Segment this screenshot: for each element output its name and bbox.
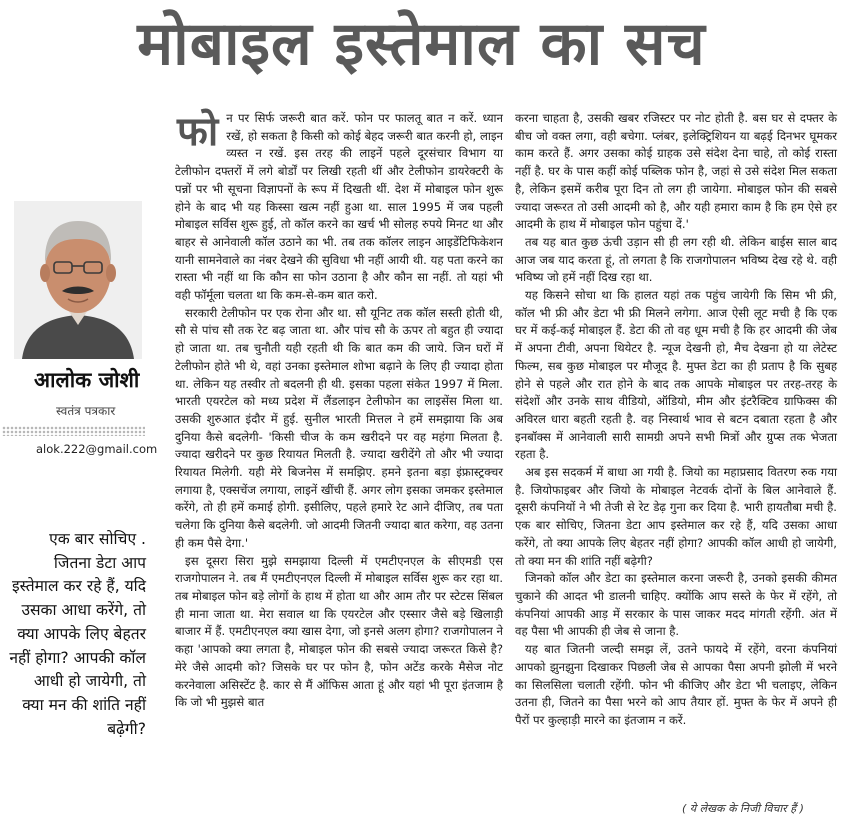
author-role: स्वतंत्र पत्रकार — [56, 404, 116, 418]
author-photo — [14, 201, 142, 359]
disclaimer-note: ( ये लेखक के निजी विचार हैं ) — [682, 802, 804, 815]
article-paragraph: सरकारी टेलीफोन पर एक रोना और था. सौ यूनिट तक कॉल सस्ती होती थी, सौ से पांच सौ तक रेट बढ़ जाता था. और पांच सौ के ऊपर तो बहुत ही ज्यादा हो जाता था. तब चुनौती यही रहती थी कि बात कम की जाये. जिन घरों में टेलीफोन होते भी थे, वहां उनका इस्तेमाल शोभा बढ़ाने के लिए ही ज्यादा होता था. लेकिन यह तस्वीर तो बदलनी ही थी. इसका पहला संकेत 1997 में मिला. भारती एयरटेल को मध्य प्रदेश में लैंडलाइन टेलीफोन का लाइसेंस मिला था. उसकी शुरुआत इंदौर में हुई. सुनील भारती मित्तल ने हमें समझाया कि अब दुनिया कैसे बदलेगी- 'किसी चीज के कम खरीदने पर वह महंगा मिलता है. ज्यादा खरीदने पर कुछ रियायत मिलती है. ज्यादा खरीदेंगे तो और भी ज्यादा रियायत मिलेगी. यही मेरे बिजनेस में समझिए. हमने इतना बड़ा इंफ्रास्ट्रक्चर लगाया है, एक्सचेंज लगाया, लाइनें खींची हैं. अगर लोग इसका जमकर इस्तेमाल करेंगे, तो ही हमें कमाई होगी. इसीलिए, पहले हमारे रेट आने दीजिए, तब पता चलेगा कि दुनिया कैसे बदलेगी. जो आदमी जितनी ज्यादा बात करेगा, वह उतना ही कम पैसे देगा.' — [175, 305, 503, 550]
article-paragraph: तब यह बात कुछ ऊंची उड़ान सी ही लग रही थी. लेकिन बाईस साल बाद आज जब याद करता हूं, तो लगता है कि राजगोपालन भविष्य देख रहे थे. वही भविष्य जो हमें नहीं दिख रहा था. — [515, 234, 837, 285]
author-portrait-icon — [14, 201, 142, 359]
drop-cap: फो — [177, 109, 219, 155]
article-column-2 — [515, 110, 837, 730]
pull-quote: एक बार सोचिए . जितना डेटा आप इस्तेमाल कर रहे हैं, यदि उसका आधा करेंगे, तो क्या आपके लिए बेहतर नहीं होगा? आपकी कॉल आधी हो जायेगी, तो क्या मन की शांति नहीं बढ़ेगी? — [9, 530, 146, 738]
author-email[interactable]: alok.222@gmail.com — [36, 442, 158, 456]
article-paragraph: इस दूसरा सिरा मुझे समझाया दिल्ली में एमटीएनएल के सीएमडी एस राजगोपालन ने. तब मैं एमटीएनएल दिल्ली में मोबाइल सर्विस शुरू कर रहा था. तब मोबाइल फोन बड़े लोगों के हाथ में होता था और आम तौर पर स्टेटस सिंबल ही माना जाता था. मेरा सवाल था कि एयरटेल और एस्सार जैसे बड़े खिलाड़ी बाजार में हैं. एमटीएनएल क्या खास देगा, जो इनसे अलग होगा? राजगोपालन ने कहा 'आपको क्या लगता है, मोबाइल फोन की सबसे ज्यादा जरूरत किसे है? मेरे जैसे आदमी को? जिसके घर पर फोन है, फोन अटेंड करके मैसेज नोट करनेवाला असिस्टेंट है. कार से मैं ऑफिस आता हूं और यहां भी पूरा इंतजाम है कि जो भी मुझसे बात — [175, 553, 503, 710]
article-paragraph: करना चाहता है, उसकी खबर रजिस्टर पर नोट होती है. बस घर से दफ्तर के बीच जो वक्त लगा, वही बचेगा. प्लंबर, इलेक्ट्रिशियन या बढ़ई दिनभर घूमकर काम करते हैं. अगर उसका कोई ग्राहक उसे संदेश देना चाहे, तो कोई रास्ता नहीं है. घर के पास कहीं कोई पब्लिक फोन है, जहां से उसे संदेश मिल सकता है, लेकिन इसमें करीब पूरा दिन तो लग ही जायेगा. मोबाइल फोन की सबसे ज्यादा जरूरत तो उसी आदमी को है, और यही हमारा काम है कि हम ऐसे हर आदमी के हाथ में मोबाइल फोन पहुंचा दें.' — [515, 111, 837, 232]
article-paragraph — [175, 110, 503, 305]
article-paragraph: यह किसने सोचा था कि हालत यहां तक पहुंच जायेगी कि सिम भी फ्री, कॉल भी फ्री और डेटा भी फ्री मिलने लगेगा. आज ऐसी लूट मची है कि एक घर में कई-कई मोबाइल हैं. डेटा की तो वह धूम मची है कि हर आदमी की जेब में अपना टीवी, अपना थियेटर है. न्यूज देखनी हो, मैच देखना हो या लेटेस्ट फिल्म, सब कुछ मोबाइल पर मौजूद है. मुफ्त डेटा का ही प्रताप है कि सुबह होने से पहले और रात होने के बाद तक आपके मोबाइल पर तरह-तरह के संदेशों और उनके साथ वीडियो, ऑडियो, मीम और इंटरैक्टिव ग्राफिक्स की अविरल धारा बहती रहती है. वह निस्वार्थ भाव से बटन दबाता रहता है और इनबॉक्स में आनेवाली सारी सामग्री अपने सभी मित्रों और ग्रुप्स तक भेजता रहता है. — [515, 288, 837, 462]
article-column-1 — [175, 110, 503, 712]
article-paragraph: अब इस सदकर्म में बाधा आ गयी है. जियो का महाप्रसाद वितरण रुक गया है. जियोफाइबर और जियो के मोबाइल नेटवर्क दोनों के बिल आनेवाले हैं. दूसरी कंपनियों ने भी तेजी से रेट डेढ़ गुना कर दिया है. भारी हायतौबा मची है. एक बार सोचिए, जितना डेटा आप इस्तेमाल कर रहे हैं, यदि उसका आधा करेंगे, तो क्या आपके लिए बेहतर नहीं होगा? आपकी कॉल आधी हो जायेगी, तो क्या मन की शांति नहीं बढ़ेगी? — [515, 465, 837, 568]
paragraph-text: न पर सिर्फ जरूरी बात करें. फोन पर फालतू बात न करें. ध्यान रखें, हो सकता है किसी को कोई बेहद जरूरी बात करनी हो, लाइन व्यस्त न रखें. इस तरह की लाइनें पहले दूरसंचार विभाग या टेलीफोन दफ्तरों में लगे बोर्डों पर लिखी रहती थीं और टेलीफोन डायरेक्टरी के पन्नों पर भी सूचना विज्ञापनों के रूप में दिखती थीं. देश में मोबाइल फोन शुरू होने के बाद भी यह किस्सा खत्म नहीं हुआ था. साल 1995 में जब पहली मोबाइल सर्विस शुरू हुई, तो कॉल करने का खर्च भी सोलह रुपये मिनट था और बाहर से आनेवाली कॉल उठाने का भी. तब तक कॉलर लाइन आइडेंटिफिकेशन यानी सामनेवाले का नंबर देखने की सुविधा भी नहीं आयी थी. यह पता करने का रास्ता भी नहीं था कि कौन सा फोन उठाना है और कौन सा नहीं. तो यहां भी वही फॉर्मूला चलता था कि कम-से-कम बात करो. — [175, 111, 503, 303]
author-name: आलोक जोशी — [34, 368, 140, 392]
article-paragraph: जिनको कॉल और डेटा का इस्तेमाल करना जरूरी है, उनको इसकी कीमत चुकाने की आदत भी डालनी चाहिए. क्योंकि आप सस्ते के फेर में रहेंगे, तो कंपनियां आपकी आड़ में सरकार के पास जाकर मदद मांगती रहेंगी. अंत में वह पैसा भी आपकी ही जेब से जाना है. — [515, 571, 837, 639]
headline: मोबाइल इस्तेमाल का सच — [137, 9, 706, 79]
dotted-divider — [2, 426, 145, 436]
article-paragraph: यह बात जितनी जल्दी समझ लें, उतने फायदे में रहेंगे, वरना कंपनियां आपको झुनझुना दिखाकर पिछली जेब से आपका पैसा अपनी झोली में भरने का सिलसिला चलाती रहेंगी. फोन भी कीजिए और डेटा भी चलाइए, लेकिन उतना ही, जितने का पैसा भरने को आप तैयार हों. मुफ्त के फेर में अपने ही पैरों पर कुल्हाड़ी मारने का इंतजाम न करें. — [515, 642, 837, 727]
